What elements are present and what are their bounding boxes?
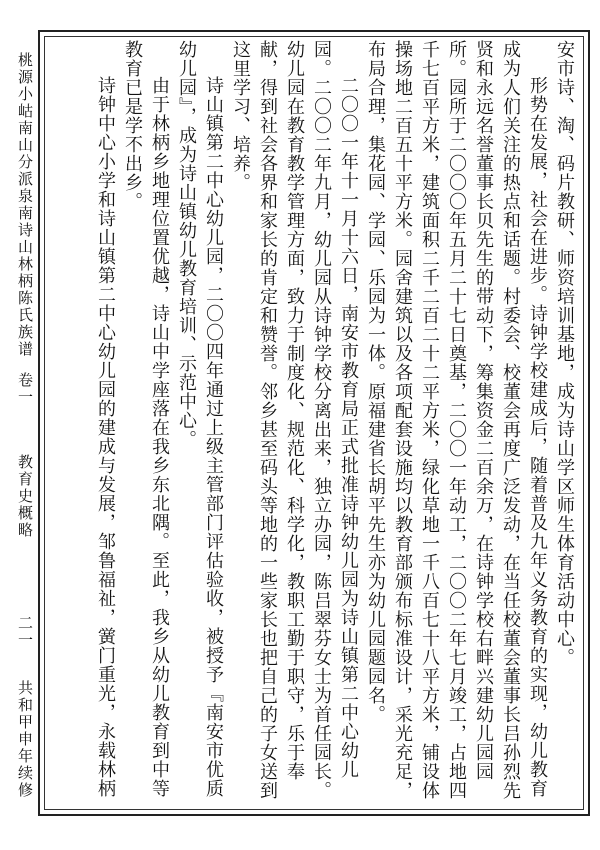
paragraph: 安市诗、淘、码片教研、师资培训基地，成为诗山学区师生体育活动中心。 (554, 40, 575, 667)
genealogy-title: 桃源小岵南山分派泉南诗山林柄陈氏族谱 (16, 52, 34, 358)
edition-label: 共和甲申年续修 (16, 680, 34, 799)
paragraph: 诗山镇第二中心幼儿园，二〇〇四年通过上级主管部门评估验收，被授予『南安市优质幼儿园』，成为诗山镇幼儿教育培训、示范中心。 (176, 40, 224, 798)
volume-label: 卷一 (16, 372, 34, 406)
paragraph: 诗钟中心小学和诗山镇第二中心幼儿园的建成与发展，邹鲁福祉，黉门重光，永载林柄 (95, 76, 116, 798)
body-text (92, 40, 578, 810)
page-margin (6, 30, 36, 816)
page-border (38, 30, 590, 816)
paragraph: 由于林柄乡地理位置优越，诗山中学座落在我乡东北隅。至此，我乡从幼儿教育到中等教育已是学不出乡。 (122, 40, 170, 798)
section-title: 教育史概略 (16, 454, 34, 539)
paragraph: 形势在发展，社会在进步。诗钟学校建成后，随着普及九年义务教育的实现，幼儿教育成为人们关注的热点和话题。村委会、校董会再度广泛发动，在当任校董会董事长吕孙烈先贤和永远名誉董事长贝先生的带动下，筹集资金二百余万，在诗钟学校右畔兴建幼儿园园所。园所于二〇〇〇年五月二十七日奠基，二〇〇一年动工，二〇〇二年七月竣工，占地四千七百平方米，建筑面积二千二百二十二平方米，绿化草地一千八百七十八平方米，铺设体操场地二百五十平方米。园舍建筑以及各项配套设施均以教育部颁布标准设计，采光充足，布局合理，集花园、学园、乐园为一体。原福建省长胡平先生亦为幼儿园题园名。 (365, 40, 548, 800)
page-number: 二一 (16, 615, 34, 649)
paragraph: 二〇〇一年十一月十六日，南安市教育局正式批准诗钟幼儿园为诗山镇第二中心幼儿园。二〇〇二年九月，幼儿园从诗钟学校分离出来，独立办园，陈吕翠芬女士为首任园长。幼儿园在教育教学管理方面，致力于制度化、规范化、科学化，教职工勤于职守，乐于奉献，得到社会各界和家长的肯定和赞誉。邻乡甚至码头等地的一些家长也把自己的子女送到这里学习、培养。 (230, 40, 359, 800)
